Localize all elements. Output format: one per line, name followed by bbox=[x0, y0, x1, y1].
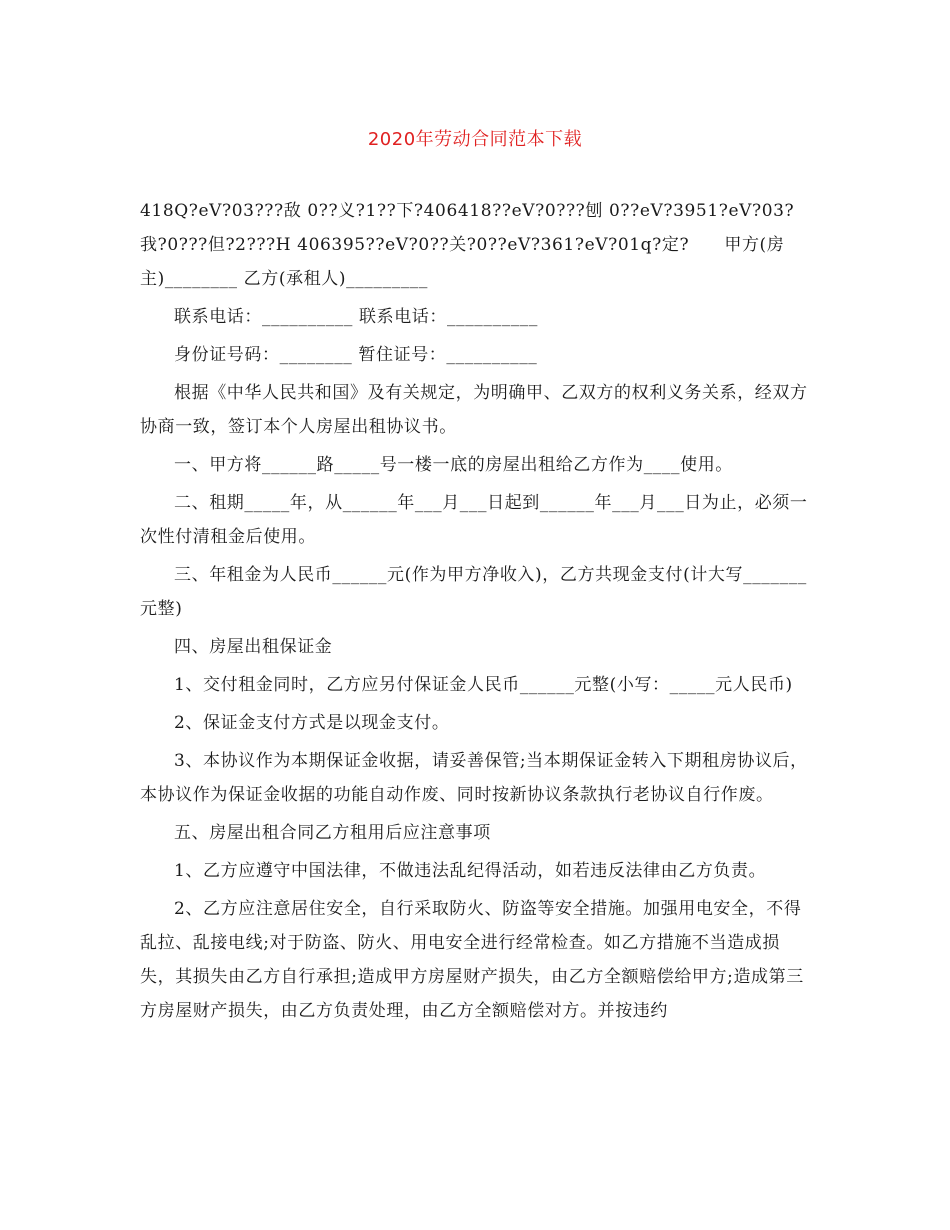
preamble-paragraph: 根据《中华人民共和国》及有关规定，为明确甲、乙双方的权利义务关系，经双方协商一致，签订本个人房屋出租协议书。 bbox=[140, 383, 808, 437]
clause-2: 二、租期_____年，从______年___月___日起到______年___月___日为止，必须一次性付清租金后使用。 bbox=[140, 493, 808, 547]
clause-4-heading: 四、房屋出租保证金 bbox=[174, 637, 333, 657]
id-number-line: 身份证号码：________ 暂住证号：__________ bbox=[174, 345, 538, 365]
intro-paragraph: 418Q?eV?03???敌 0??义?1??下?406418??eV?0???刨 0??eV?3951?eV?03?我?0???但?2???H 406395??eV?0??关?0??eV?361?eV?01q?定? 甲方(房 主)________ 乙方(承租人)_________ bbox=[140, 201, 795, 289]
contact-phone-line: 联系电话：__________ 联系电话：__________ bbox=[174, 307, 539, 327]
clause-4-item-2: 2、保证金支付方式是以现金支付。 bbox=[174, 713, 450, 733]
clause-1: 一、甲方将______路_____号一楼一底的房屋出租给乙方作为____使用。 bbox=[174, 455, 733, 475]
document-title: 2020年劳动合同范本下载 bbox=[367, 129, 583, 150]
clause-5-item-1: 1、乙方应遵守中国法律，不做违法乱纪得活动，如若违反法律由乙方负责。 bbox=[174, 861, 767, 881]
clause-5-heading: 五、房屋出租合同乙方租用后应注意事项 bbox=[174, 823, 491, 843]
clause-4-item-3: 3、本协议作为本期保证金收据，请妥善保管;当本期保证金转入下期租房协议后，本协议作为保证金收据的功能自动作废、同时按新协议条款执行老协议自行作废。 bbox=[140, 751, 808, 805]
clause-4-item-1: 1、交付租金同时，乙方应另付保证金人民币______元整(小写：_____元人民币) bbox=[174, 675, 793, 695]
clause-3: 三、年租金为人民币______元(作为甲方净收入)，乙方共现金支付(计大写_______元整) bbox=[140, 565, 807, 619]
clause-5-item-2: 2、乙方应注意居住安全，自行采取防火、防盗等安全措施。加强用电安全，不得乱拉、乱接电线;对于防盗、防火、用电安全进行经常检查。如乙方措施不当造成损失，其损失由乙方自行承担;造成甲方房屋财产损失，由乙方全额赔偿给甲方;造成第三方房屋财产损失，由乙方负责处理，由乙方全额赔偿对方。并按违约 bbox=[140, 899, 804, 1021]
document-body bbox=[140, 194, 812, 1032]
